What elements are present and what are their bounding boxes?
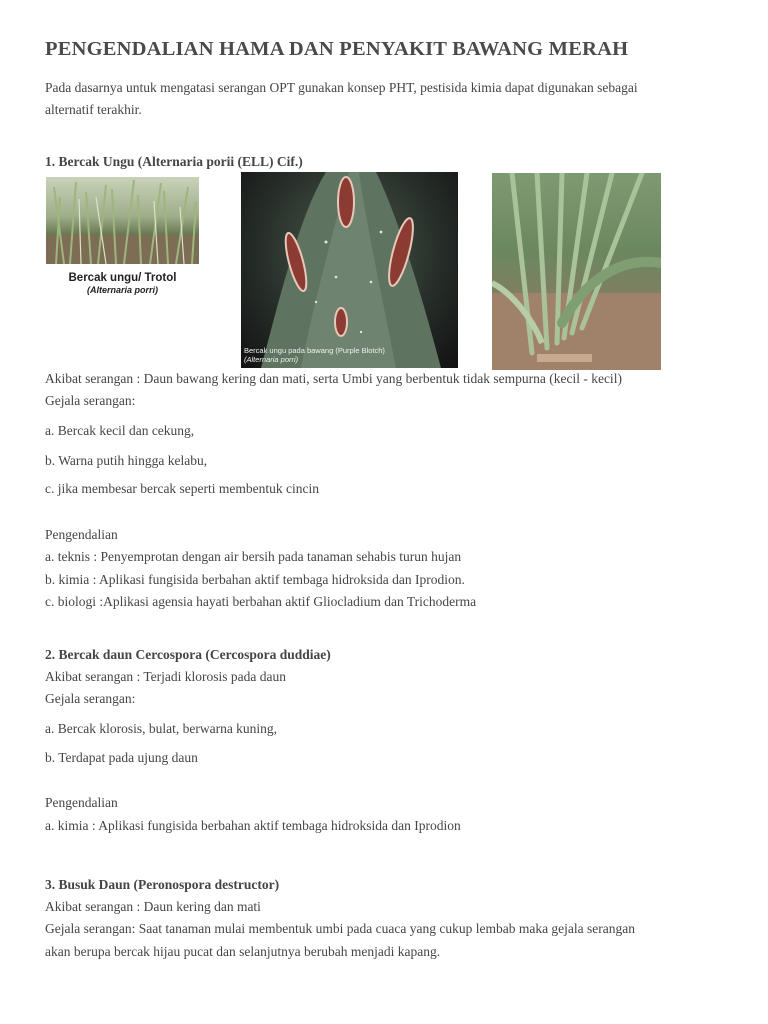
section-1-pengendalian-label: Pengendalian	[45, 527, 118, 542]
section-1-pengendalian-b: b. kimia : Aplikasi fungisida berbahan aktif tembaga hidroksida dan Iprodion.	[45, 572, 465, 587]
section-3-akibat: Akibat serangan : Daun kering dan mati	[45, 899, 261, 914]
onion-field-photo	[46, 177, 199, 264]
section-1-pengendalian-c: c. biologi :Aplikasi agensia hayati berbahan aktif Gliocladium dan Trichoderma	[45, 594, 477, 609]
section-2-gejala-label: Gejala serangan:	[45, 691, 136, 706]
section-2-akibat: Akibat serangan : Terjadi klorosis pada daun	[45, 669, 286, 684]
section-1-pengendalian-a: a. teknis : Penyemprotan dengan air bersih pada tanaman sehabis turun hujan	[45, 549, 462, 564]
page-title: PENGENDALIAN HAMA DAN PENYAKIT BAWANG MERAH	[45, 38, 629, 60]
intro-line-2: alternatif terakhir.	[45, 102, 142, 117]
section-2-gejala-a: a. Bercak klorosis, bulat, berwarna kuning,	[45, 721, 278, 736]
section-3-heading: 3. Busuk Daun (Peronospora destructor)	[45, 877, 280, 892]
photo-1-caption-title: Bercak ungu/ Trotol	[68, 272, 177, 284]
purple-blotch-leaf-photo	[241, 172, 458, 368]
photo-1-caption-scientific: (Alternaria porri)	[86, 285, 158, 295]
intro-line-1: Pada dasarnya untuk mengatasi serangan OPT gunakan konsep PHT, pestisida kimia dapat digunakan sebagai	[45, 80, 638, 95]
section-2-gejala-b: b. Terdapat pada ujung daun	[45, 750, 198, 765]
photo-2-caption-line-2: (Alternaria porri)	[244, 354, 299, 364]
section-2-pengendalian-label: Pengendalian	[45, 795, 118, 810]
section-1-gejala-c: c. jika membesar bercak seperti membentuk cincin	[45, 481, 320, 496]
section-1-gejala-label: Gejala serangan:	[45, 393, 136, 408]
photo-1-caption	[46, 272, 199, 295]
section-2-pengendalian-a: a. kimia : Aplikasi fungisida berbahan aktif tembaga hidroksida dan Iprodion	[45, 818, 461, 833]
section-3-gejala-line-2: akan berupa bercak hijau pucat dan selanjutnya berubah menjadi kapang.	[45, 944, 441, 959]
section-2-heading: 2. Bercak daun Cercospora (Cercospora duddiae)	[45, 647, 331, 662]
photo-2-caption	[244, 347, 385, 364]
section-1-gejala-a: a. Bercak kecil dan cekung,	[45, 423, 195, 438]
section-3-gejala-line-1: Gejala serangan: Saat tanaman mulai membentuk umbi pada cuaca yang cukup lembab maka gejala serangan	[45, 921, 636, 936]
photo-2-caption-line-1: Bercak ungu pada bawang (Purple Blotch)	[244, 346, 385, 355]
section-1-akibat: Akibat serangan : Daun bawang kering dan mati, serta Umbi yang berbentuk tidak sempurna (kecil - kecil)	[45, 371, 622, 386]
onion-plant-base-photo	[492, 173, 661, 370]
section-1-heading: 1. Bercak Ungu (Alternaria porii (ELL) Cif.)	[45, 154, 303, 169]
section-1-gejala-b: b. Warna putih hingga kelabu,	[45, 453, 208, 468]
